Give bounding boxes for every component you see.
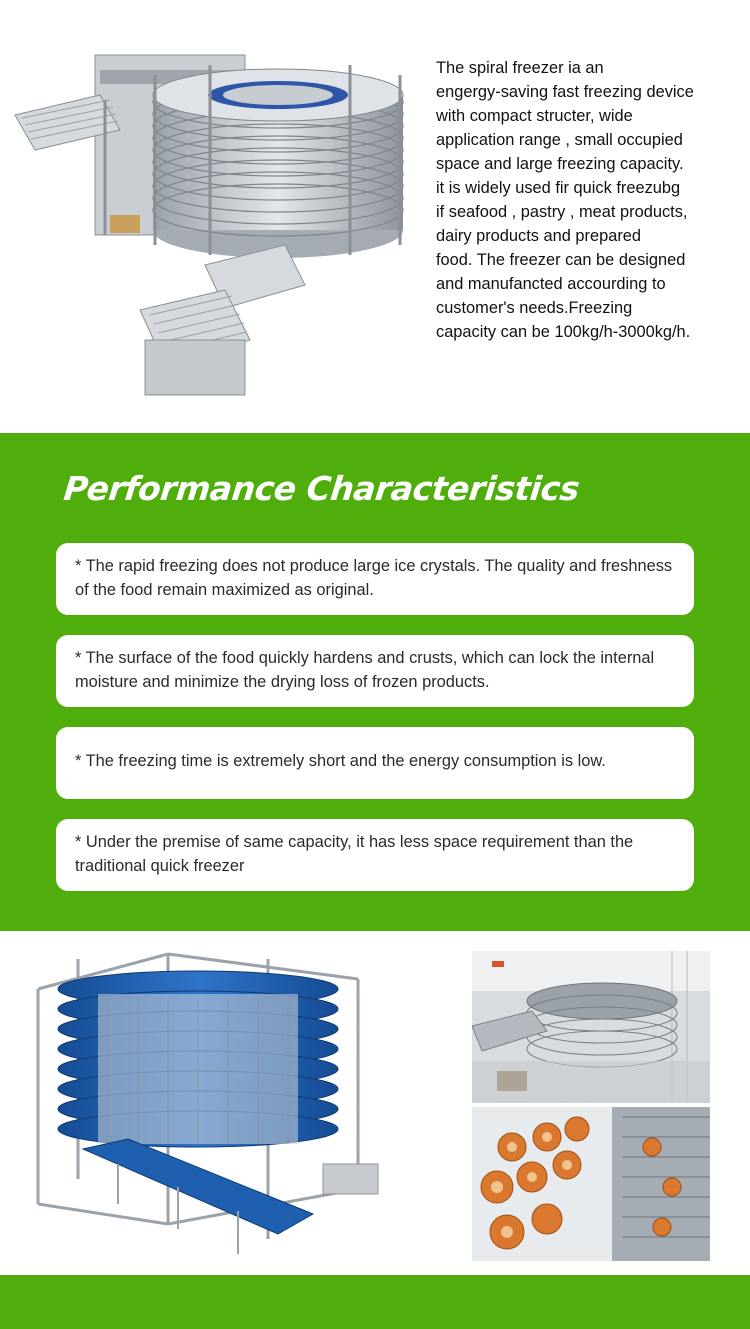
feature-card: * The freezing time is extremely short and the energy consumption is low. [56, 727, 694, 799]
performance-title: Performance Characteristics [61, 469, 582, 508]
pastry-on-conveyor-photo [472, 1107, 710, 1261]
spiral-freezer-photo [10, 40, 415, 405]
feature-card: * The rapid freezing does not produce large ice crystals. The quality and freshness of the food remain maximized as original. [56, 543, 694, 615]
gallery-section [0, 931, 750, 1275]
blue-belt-spiral-freezer-photo [28, 949, 388, 1263]
intro-description: The spiral freezer ia an engergy-saving fast freezing device with compact structer, wide application range , small occupied space and large freezing capacity. it is widely used fir quick freezubg if seafood , pastry , meat products, dairy products and prepared food. The freezer can be designed and manufancted accourding to customer's needs.Freezing capacity can be 100kg/h-3000kg/h. [436, 59, 694, 341]
feature-card: * Under the premise of same capacity, it has less space requirement than the traditional quick freezer [56, 819, 694, 891]
performance-section [0, 433, 750, 931]
intro-section [0, 0, 750, 433]
footer-band [0, 1275, 750, 1329]
factory-installation-photo [472, 951, 710, 1103]
feature-card: * The surface of the food quickly hardens and crusts, which can lock the internal moisture and minimize the drying loss of frozen products. [56, 635, 694, 707]
